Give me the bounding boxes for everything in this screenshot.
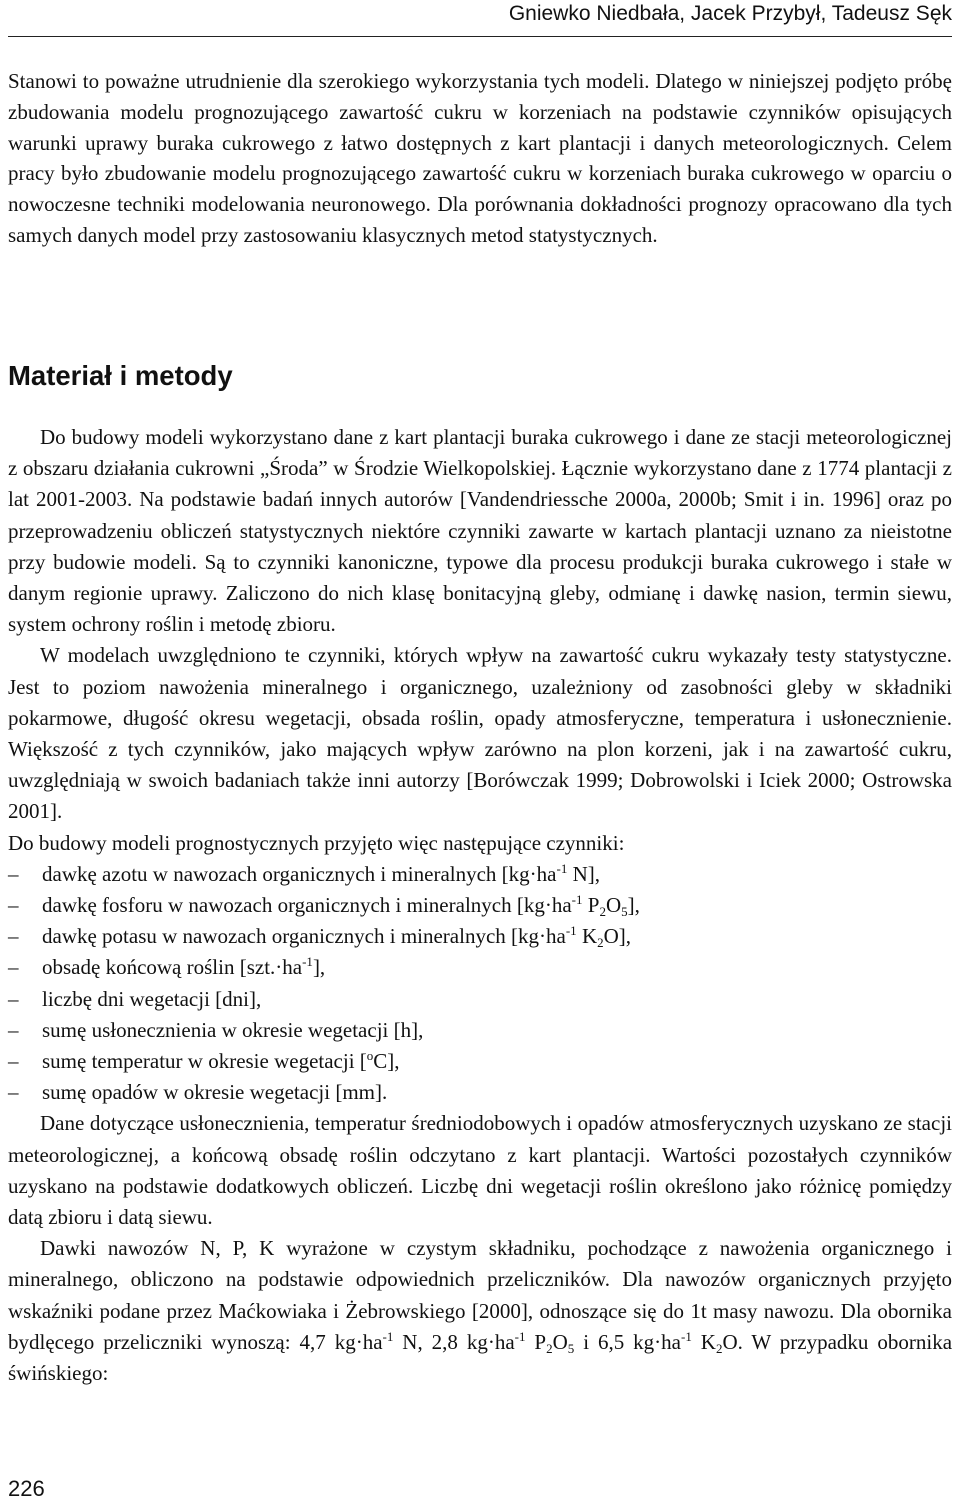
list-dash: – xyxy=(8,861,19,886)
paragraph-model-factors: W modelach uwzględniono te czynniki, których wpływ na zawartość cukru wykazały testy statystyczne. Jest to poziom nawożenia mineralnego i organicznego, uzależniony od zasobności gleby w składniki pokarmowe, długość okresu wegetacji, obsada roślin, opady atmosferyczne, temperatura i usłonecznienie. Większość z tych czynników, jako mających wpływ zarówno na plon korzeni, jak i na zawartość cukru, uwzględniają w swoich badaniach także inni autorzy [Borówczak 1999; Dobrowolski i Iciek 2000; Ostrowska 2001]. xyxy=(8,643,952,824)
intro-paragraph: Stanowi to poważne utrudnienie dla szerokiego wykorzystania tych modeli. Dlatego w niniejszej podjęto próbę zbudowania modelu prognozującego zawartość cukru w korzeniach na podstawie czynników opisujących warunki uprawy buraka cukrowego z łatwo dostępnych z kart plantacji i danych meteorologicznych. Celem pracy było zbudowanie modelu prognozującego zawartość cukru w korzeniach buraka cukrowego w oparciu o nowoczesne techniki modelowania neuronowego. Dla porównania dokładności prognozy opracowano dla tych samych danych model przy zastosowaniu klasycznych metod statystycznych. xyxy=(8,69,952,247)
paragraph-data-sources: Do budowy modeli wykorzystano dane z kart plantacji buraka cukrowego i dane ze stacji meteorologicznej z obszaru działania cukrowni „Środa” w Środzie Wielkopolskiej. Łącznie wykorzystano dane z 1774 plantacji z lat 2001-2003. Na podstawie badań innych autorów [Vandendriessche 2000a, 2000b; Smit i in. 1996] oraz po przeprowadzeniu obliczeń statystycznych niektóre czynniki zawarte w kartach plantacji uznano za nieistotne przy budowie modeli. Są to czynniki kanoniczne, typowe dla procesu produkcji buraka cukrowego i stałe w danym regionie uprawy. Zaliczono do nich klasę bonitacyjną gleby, odmianę i dawkę nasion, termin siewu, system ochrony roślin i metodę zbioru. xyxy=(8,425,952,637)
factor-list xyxy=(8,859,952,1109)
list-item: – sumę temperatur w okresie wegetacji [$^o$C], xyxy=(8,1046,952,1077)
list-dash: – xyxy=(8,893,19,918)
list-dash: – xyxy=(8,1080,19,1105)
list-item: – liczbę dni wegetacji [dni], xyxy=(8,984,952,1015)
list-item: – dawkę fosforu w nawozach organicznych i mineralnych [$kg\cdot ha^{-1}$ $P_2O_5$], xyxy=(8,890,952,921)
list-dash: – xyxy=(8,955,19,980)
list-dash: – xyxy=(8,1017,19,1042)
paragraph-weather-data: Dane dotyczące usłonecznienia, temperatur średniodobowych i opadów atmosferycznych uzyskano ze stacji meteorologicznej, a końcową obsadę roślin odczytano z kart plantacji. Wartości pozostałych czynników uzyskano na podstawie dodatkowych obliczeń. Liczbę dni wegetacji roślin określono jako różnicę pomiędzy datą zbioru i datą siewu. xyxy=(8,1111,952,1230)
list-item: – sumę usłonecznienia w okresie wegetacji [h], xyxy=(8,1015,952,1046)
list-item: – obsadę końcową roślin $[szt.\cdot ha^{-1}]$, xyxy=(8,952,952,983)
list-dash: – xyxy=(8,986,19,1011)
section-heading: Materiał i metody xyxy=(8,360,233,391)
list-item: – dawkę potasu w nawozach organicznych i mineralnych [$kg\cdot ha^{-1}$ $K_2O$], xyxy=(8,921,952,952)
page-number: 226 xyxy=(8,1476,45,1501)
section-body xyxy=(8,422,952,1389)
list-item: – sumę opadów w okresie wegetacji [mm]. xyxy=(8,1077,952,1108)
list-item: – dawkę azotu w nawozach organicznych i mineralnych [$kg\cdot ha^{-1}$ N], xyxy=(8,859,952,890)
list-dash: – xyxy=(8,924,19,949)
paragraph-factor-intro: Do budowy modeli prognostycznych przyjęto więc następujące czynniki: xyxy=(8,830,625,855)
header-rule xyxy=(8,36,952,37)
paragraph-fertilizer-conversion: Dawki nawozów N, P, K wyrażone w czystym składniku, pochodzące z nawożenia organicznego i mineralnego, obliczono na podstawie odpowiednich przeliczników. Dla nawozów organicznych przyjęto wskaźniki podane przez Maćkowiaka i Żebrowskiego [2000], odnoszące się do 1t masy nawozu. Dla obornika bydlęcego przeliczniki wynoszą: 4,7 $kg\cdot ha^{-1}$ N, 2,8 $kg\cdot ha^{-1}$ $P_2O_5$ i 6,5 $kg\cdot ha^{-1}$ $K_2O$. W przypadku obornika świńskiego: xyxy=(8,1236,953,1386)
list-dash: – xyxy=(8,1049,19,1074)
running-header-authors: Gniewko Niedbała, Jacek Przybył, Tadeusz Sęk xyxy=(508,2,952,25)
